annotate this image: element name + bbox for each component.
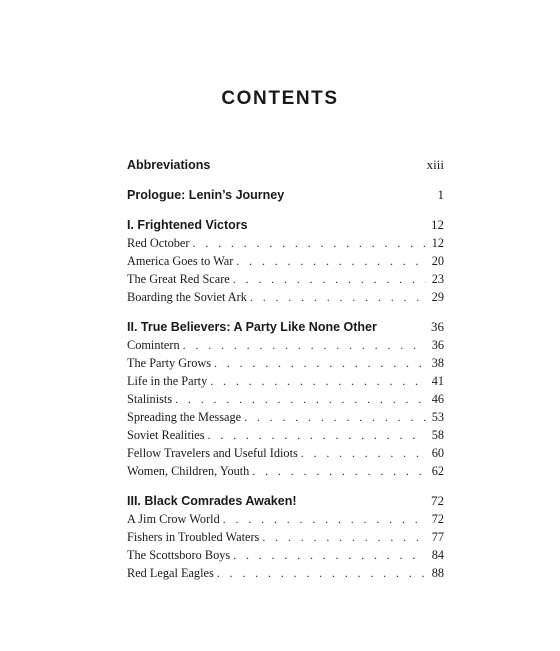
toc-entry[interactable] [127, 390, 444, 408]
toc-part-3[interactable] [127, 492, 444, 509]
toc-entry-title: Spreading the Message [127, 410, 242, 424]
toc-entry-title: Red October [127, 236, 190, 250]
toc-page-number: 12 [431, 217, 444, 232]
toc-entry[interactable] [127, 408, 444, 426]
table-of-contents [127, 156, 444, 582]
dot-leader [183, 336, 426, 354]
page-title: CONTENTS [221, 88, 339, 109]
part-title: III. Black Comrades Awaken! [127, 494, 297, 508]
toc-page-number: 60 [431, 446, 444, 460]
toc-page-number: 84 [431, 548, 444, 562]
toc-entry-title: Comintern [127, 338, 180, 352]
dot-leader [214, 354, 426, 372]
toc-page-number: 38 [431, 356, 444, 370]
toc-entry[interactable] [127, 528, 444, 546]
toc-entry-title: The Party Grows [127, 356, 212, 370]
toc-page-number: 77 [431, 530, 444, 544]
toc-entry-abbreviations[interactable] [127, 156, 444, 173]
toc-page-number: 72 [431, 512, 444, 526]
toc-entry-title: The Great Red Scare [127, 272, 230, 286]
toc-entry-title: Soviet Realities [127, 428, 205, 442]
toc-page-number: 36 [431, 338, 444, 352]
toc-part-1[interactable] [127, 216, 444, 233]
dot-leader [193, 234, 426, 252]
toc-page-number: 72 [431, 493, 444, 508]
dot-leader [244, 408, 426, 426]
dot-leader [252, 462, 425, 480]
toc-entry-title: Fishers in Troubled Waters [127, 530, 260, 544]
toc-entry-title: A Jim Crow World [127, 512, 220, 526]
toc-entry-title: America Goes to War [127, 254, 234, 268]
dot-leader [262, 528, 425, 546]
toc-page-number: 62 [431, 464, 444, 478]
toc-page-number: 53 [431, 410, 444, 424]
toc-page-number: xiii [426, 157, 444, 172]
toc-entry-prologue[interactable] [127, 186, 444, 203]
toc-entry[interactable] [127, 354, 444, 372]
dot-leader [175, 390, 426, 408]
toc-entry[interactable] [127, 336, 444, 354]
part-title: I. Frightened Victors [127, 218, 248, 232]
toc-entry-title: Women, Children, Youth [127, 464, 250, 478]
toc-entry[interactable] [127, 426, 444, 444]
toc-page-number: 20 [431, 254, 444, 268]
toc-entry[interactable] [127, 372, 444, 390]
toc-entry[interactable] [127, 510, 444, 528]
toc-page-number: 29 [431, 290, 444, 304]
toc-page-number: 41 [431, 374, 444, 388]
dot-leader [236, 252, 425, 270]
dot-leader [233, 546, 426, 564]
toc-page-number: 12 [431, 236, 444, 250]
toc-entry[interactable] [127, 252, 444, 270]
toc-entry-title: Fellow Travelers and Useful Idiots [127, 446, 298, 460]
toc-entry-title: Prologue: Lenin’s Journey [127, 188, 285, 202]
toc-entry[interactable] [127, 288, 444, 306]
toc-entry-title: Stalinists [127, 392, 173, 406]
dot-leader [223, 510, 426, 528]
dot-leader [250, 288, 426, 306]
toc-entry[interactable] [127, 270, 444, 288]
dot-leader [210, 372, 425, 390]
toc-page-number: 36 [431, 319, 444, 334]
toc-entry-title: Abbreviations [127, 158, 211, 172]
toc-entry[interactable] [127, 234, 444, 252]
toc-entry-title: Boarding the Soviet Ark [127, 290, 247, 304]
dot-leader [208, 426, 426, 444]
toc-page-number: 46 [431, 392, 444, 406]
toc-entry[interactable] [127, 546, 444, 564]
dot-leader [301, 444, 426, 462]
toc-page-number: 88 [431, 566, 444, 580]
toc-entry[interactable] [127, 444, 444, 462]
part-title: II. True Believers: A Party Like None Other [127, 320, 377, 334]
toc-page-number: 23 [431, 272, 444, 286]
dot-leader [217, 564, 426, 582]
toc-page-number: 58 [431, 428, 444, 442]
toc-entry-title: Red Legal Eagles [127, 566, 214, 580]
toc-part-2[interactable] [127, 318, 444, 335]
toc-entry-title: Life in the Party [127, 374, 208, 388]
toc-entry[interactable] [127, 564, 444, 582]
toc-entry-title: The Scottsboro Boys [127, 548, 231, 562]
toc-entry[interactable] [127, 462, 444, 480]
dot-leader [233, 270, 426, 288]
toc-page-number: 1 [437, 187, 444, 202]
